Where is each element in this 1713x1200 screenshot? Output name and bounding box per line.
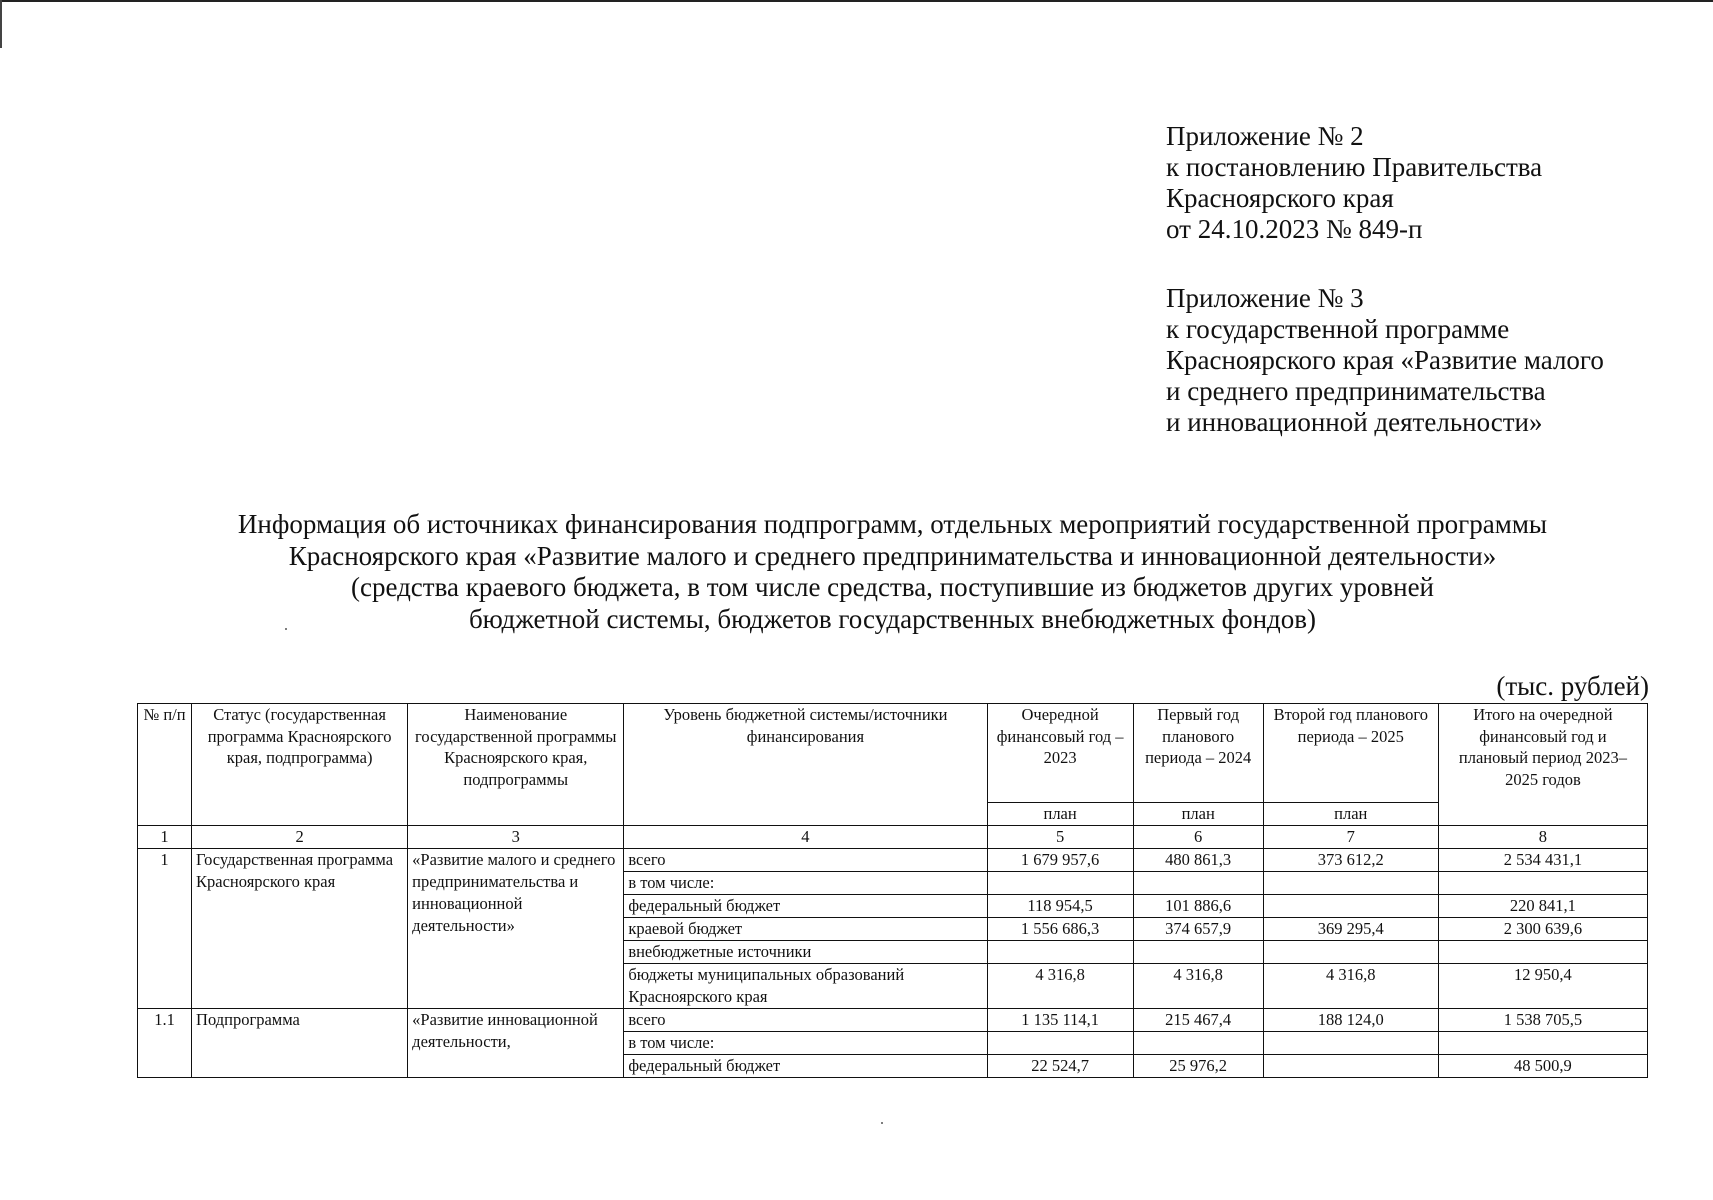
row-level: в том числе: — [624, 871, 987, 894]
scan-speck — [285, 628, 287, 630]
row-program-name: «Развитие инновационной деятельности, — [408, 1008, 624, 1077]
row-level: всего — [624, 848, 987, 871]
column-number: 2 — [192, 825, 408, 848]
cell-total — [1438, 1031, 1647, 1054]
column-number: 1 — [138, 825, 192, 848]
column-number: 7 — [1263, 825, 1438, 848]
row-status: Подпрограмма — [192, 1008, 408, 1077]
appendix-2-line: от 24.10.2023 № 849-п — [1166, 214, 1423, 244]
cell-2023: 1 135 114,1 — [987, 1008, 1133, 1031]
column-number: 3 — [408, 825, 624, 848]
cell-2024: 101 886,6 — [1133, 894, 1263, 917]
row-level: краевой бюджет — [624, 917, 987, 940]
cell-2025: 373 612,2 — [1263, 848, 1438, 871]
table-row — [138, 848, 1648, 871]
cell-2024: 4 316,8 — [1133, 963, 1263, 1008]
row-level: всего — [624, 1008, 987, 1031]
appendix-3-header — [1166, 283, 1604, 438]
appendix-2-header — [1166, 121, 1542, 245]
cell-2025 — [1263, 1031, 1438, 1054]
column-number: 5 — [987, 825, 1133, 848]
cell-2024 — [1133, 1031, 1263, 1054]
header-level: Уровень бюджетной системы/источники финансирования — [624, 704, 987, 826]
scan-top-edge — [0, 0, 1713, 2]
header-year-2025: Второй год планового периода – 2025 — [1263, 704, 1438, 803]
appendix-2-line: Приложение № 2 — [1166, 121, 1364, 151]
cell-2024: 480 861,3 — [1133, 848, 1263, 871]
row-program-name: «Развитие малого и среднего предпринимательства и инновационной деятельности» — [408, 848, 624, 1008]
cell-2023: 1 679 957,6 — [987, 848, 1133, 871]
cell-2023 — [987, 871, 1133, 894]
row-num: 1 — [138, 848, 192, 1008]
appendix-2-line: Красноярского края — [1166, 183, 1394, 213]
cell-2023: 118 954,5 — [987, 894, 1133, 917]
row-status: Государственная программа Красноярского края — [192, 848, 408, 1008]
row-num: 1.1 — [138, 1008, 192, 1077]
row-level: федеральный бюджет — [624, 1054, 987, 1077]
appendix-3-line: Приложение № 3 — [1166, 283, 1364, 313]
title-line: бюджетной системы, бюджетов государственных внебюджетных фондов) — [468, 603, 1317, 634]
cell-2025 — [1263, 1054, 1438, 1077]
appendix-3-line: к государственной программе — [1166, 314, 1510, 344]
header-year-2024: Первый год планового периода – 2024 — [1133, 704, 1263, 803]
cell-total — [1438, 940, 1647, 963]
row-level: в том числе: — [624, 1031, 987, 1054]
appendix-2-line: к постановлению Правительства — [1166, 152, 1543, 182]
header-plan: план — [987, 803, 1133, 826]
scan-speck — [881, 1122, 883, 1124]
appendix-3-line: и среднего предпринимательства — [1166, 376, 1546, 406]
cell-2023: 4 316,8 — [987, 963, 1133, 1008]
header-total: Итого на очередной финансовый год и плановый период 2023–2025 годов — [1438, 704, 1647, 826]
cell-2023: 22 524,7 — [987, 1054, 1133, 1077]
cell-total: 12 950,4 — [1438, 963, 1647, 1008]
cell-2023 — [987, 940, 1133, 963]
header-plan: план — [1133, 803, 1263, 826]
cell-2024: 215 467,4 — [1133, 1008, 1263, 1031]
cell-total: 2 534 431,1 — [1438, 848, 1647, 871]
financing-table — [137, 703, 1648, 1078]
title-line: Информация об источниках финансирования подпрограмм, отдельных мероприятий государственной программы — [237, 509, 1548, 539]
column-number: 6 — [1133, 825, 1263, 848]
appendix-3-line: Красноярского края «Развитие малого — [1166, 345, 1604, 375]
cell-total — [1438, 871, 1647, 894]
cell-2025: 4 316,8 — [1263, 963, 1438, 1008]
title-line: (средства краевого бюджета, в том числе средства, поступившие из бюджетов других уровней — [350, 572, 1435, 602]
cell-2024 — [1133, 871, 1263, 894]
cell-2024: 374 657,9 — [1133, 917, 1263, 940]
cell-total: 48 500,9 — [1438, 1054, 1647, 1077]
title-line: Красноярского края «Развитие малого и среднего предпринимательства и инновационной деятельности» — [288, 540, 1497, 571]
row-level: федеральный бюджет — [624, 894, 987, 917]
header-status: Статус (государственная программа Красноярского края, подпрограмма) — [192, 704, 408, 826]
cell-2023: 1 556 686,3 — [987, 917, 1133, 940]
cell-total: 1 538 705,5 — [1438, 1008, 1647, 1031]
cell-2025 — [1263, 871, 1438, 894]
header-name: Наименование государственной программы Красноярского края, подпрограммы — [408, 704, 624, 826]
header-year-2023: Очередной финансовый год – 2023 — [987, 704, 1133, 803]
column-number: 4 — [624, 825, 987, 848]
cell-2024 — [1133, 940, 1263, 963]
document-title — [0, 509, 1713, 635]
header-row — [138, 704, 1648, 803]
header-plan: план — [1263, 803, 1438, 826]
column-number: 8 — [1438, 825, 1647, 848]
cell-2024: 25 976,2 — [1133, 1054, 1263, 1077]
cell-total: 220 841,1 — [1438, 894, 1647, 917]
cell-2023 — [987, 1031, 1133, 1054]
header-num: № п/п — [138, 704, 192, 826]
table-row — [138, 1008, 1648, 1031]
scan-left-edge — [0, 0, 2, 48]
cell-2025 — [1263, 940, 1438, 963]
cell-2025 — [1263, 894, 1438, 917]
cell-total: 2 300 639,6 — [1438, 917, 1647, 940]
appendix-3-line: и инновационной деятельности» — [1166, 407, 1543, 437]
row-level: бюджеты муниципальных образований Красноярского края — [624, 963, 987, 1008]
row-level: внебюджетные источники — [624, 940, 987, 963]
units-label: (тыс. рублей) — [1496, 671, 1649, 701]
cell-2025: 369 295,4 — [1263, 917, 1438, 940]
column-number-row — [138, 825, 1648, 848]
cell-2025: 188 124,0 — [1263, 1008, 1438, 1031]
